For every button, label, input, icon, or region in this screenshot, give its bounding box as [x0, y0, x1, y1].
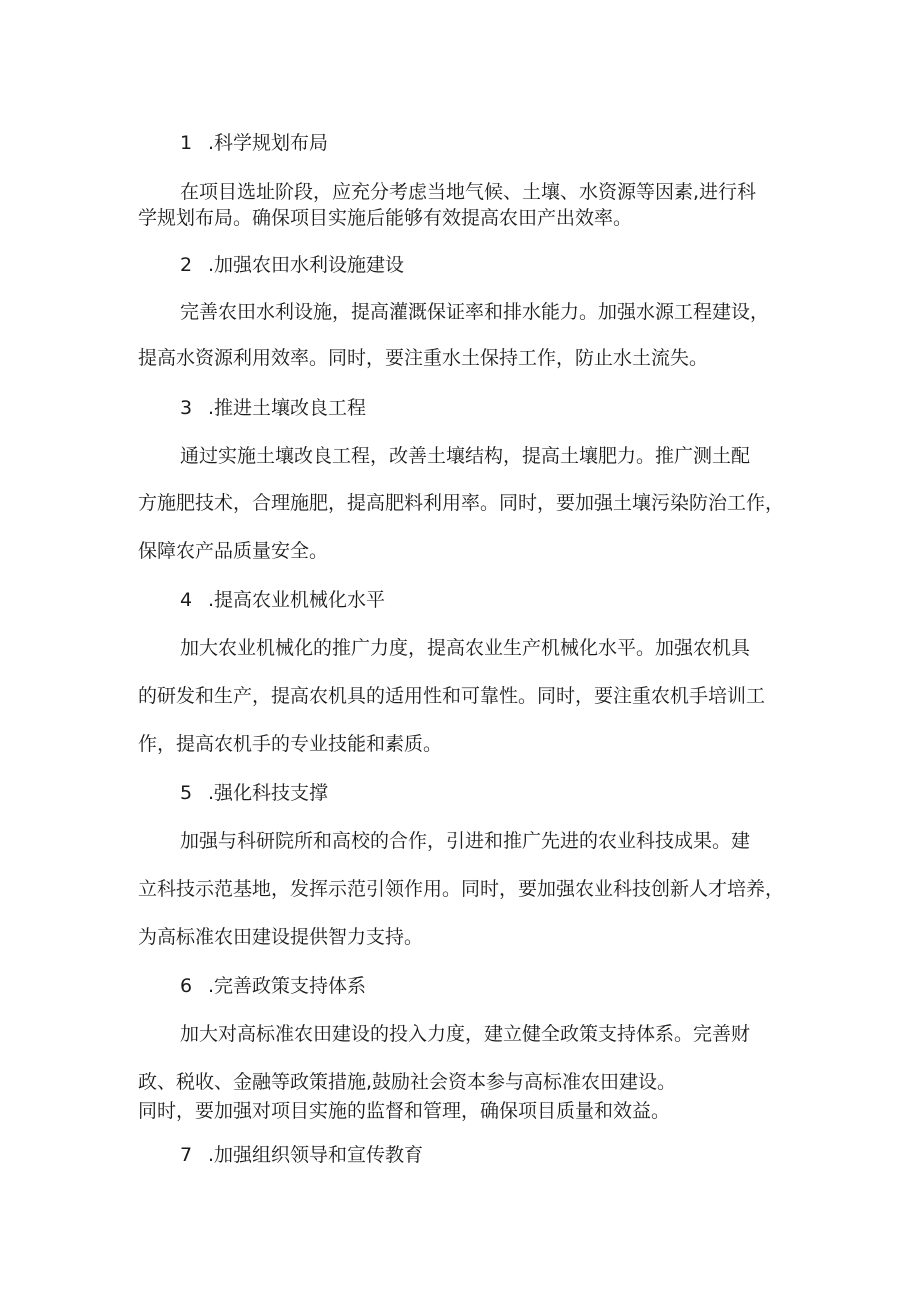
paragraph-line: 保障农产品质量安全。	[138, 540, 329, 562]
paragraph-line: 在项目选址阶段，应充分考虑当地气候、土壤、水资源等因素,进行科	[180, 181, 757, 203]
section-heading	[180, 396, 366, 420]
section-title: .完善政策支持体系	[208, 975, 367, 997]
section-title: .推进土壤改良工程	[208, 397, 367, 419]
section-number: 3	[180, 397, 193, 419]
paragraph-line: 通过实施土壤改良工程，改善土壤结构，提高土壤肥力。推广测土配	[180, 445, 751, 467]
paragraph-line: 加大对高标准农田建设的投入力度，建立健全政策支持体系。完善财	[180, 1023, 751, 1045]
section-heading	[180, 1143, 423, 1167]
section-heading	[180, 588, 385, 612]
section-number: 4	[180, 589, 193, 611]
paragraph-line: 方施肥技术，合理施肥，提高肥料利用率。同时，要加强土壤污染防治工作，	[138, 492, 785, 514]
paragraph-line: 完善农田水利设施，提高灌溉保证率和排水能力。加强水源工程建设，	[180, 301, 770, 323]
section-number: 6	[180, 975, 193, 997]
paragraph-line: 学规划布局。确保项目实施后能够有效提高农田产出效率。	[138, 207, 633, 229]
section-number: 5	[180, 782, 193, 804]
section-title: .提高农业机械化水平	[208, 589, 386, 611]
section-title: .科学规划布局	[208, 132, 329, 154]
paragraph-line: 提高水资源利用效率。同时，要注重水土保持工作，防止水土流失。	[138, 347, 709, 369]
section-heading	[180, 974, 366, 998]
paragraph-line: 加强与科研院所和高校的合作，引进和推广先进的农业科技成果。建	[180, 830, 751, 852]
section-title: .加强农田水利设施建设	[208, 254, 405, 276]
section-heading	[180, 781, 328, 805]
paragraph-line: 为高标准农田建设提供智力支持。	[138, 926, 424, 948]
paragraph-line: 作，提高农机手的专业技能和素质。	[138, 733, 443, 755]
paragraph-line: 同时，要加强对项目实施的监督和管理，确保项目质量和效益。	[138, 1100, 671, 1122]
paragraph-line: 加大农业机械化的推广力度，提高农业生产机械化水平。加强农机具	[180, 637, 751, 659]
section-title: .强化科技支撑	[208, 782, 329, 804]
section-number: 1	[180, 132, 193, 154]
section-title: .加强组织领导和宣传教育	[208, 1144, 424, 1166]
paragraph-line: 立科技示范基地，发挥示范引领作用。同时，要加强农业科技创新人才培养，	[138, 878, 785, 900]
section-heading	[180, 253, 404, 277]
paragraph-line: 政、税收、金融等政策措施,鼓励社会资本参与高标准农田建设。	[138, 1071, 677, 1093]
section-number: 2	[180, 254, 193, 276]
paragraph-line: 的研发和生产，提高农机具的适用性和可靠性。同时，要注重农机手培训工	[138, 685, 766, 707]
section-number: 7	[180, 1144, 193, 1166]
section-heading	[180, 131, 328, 155]
